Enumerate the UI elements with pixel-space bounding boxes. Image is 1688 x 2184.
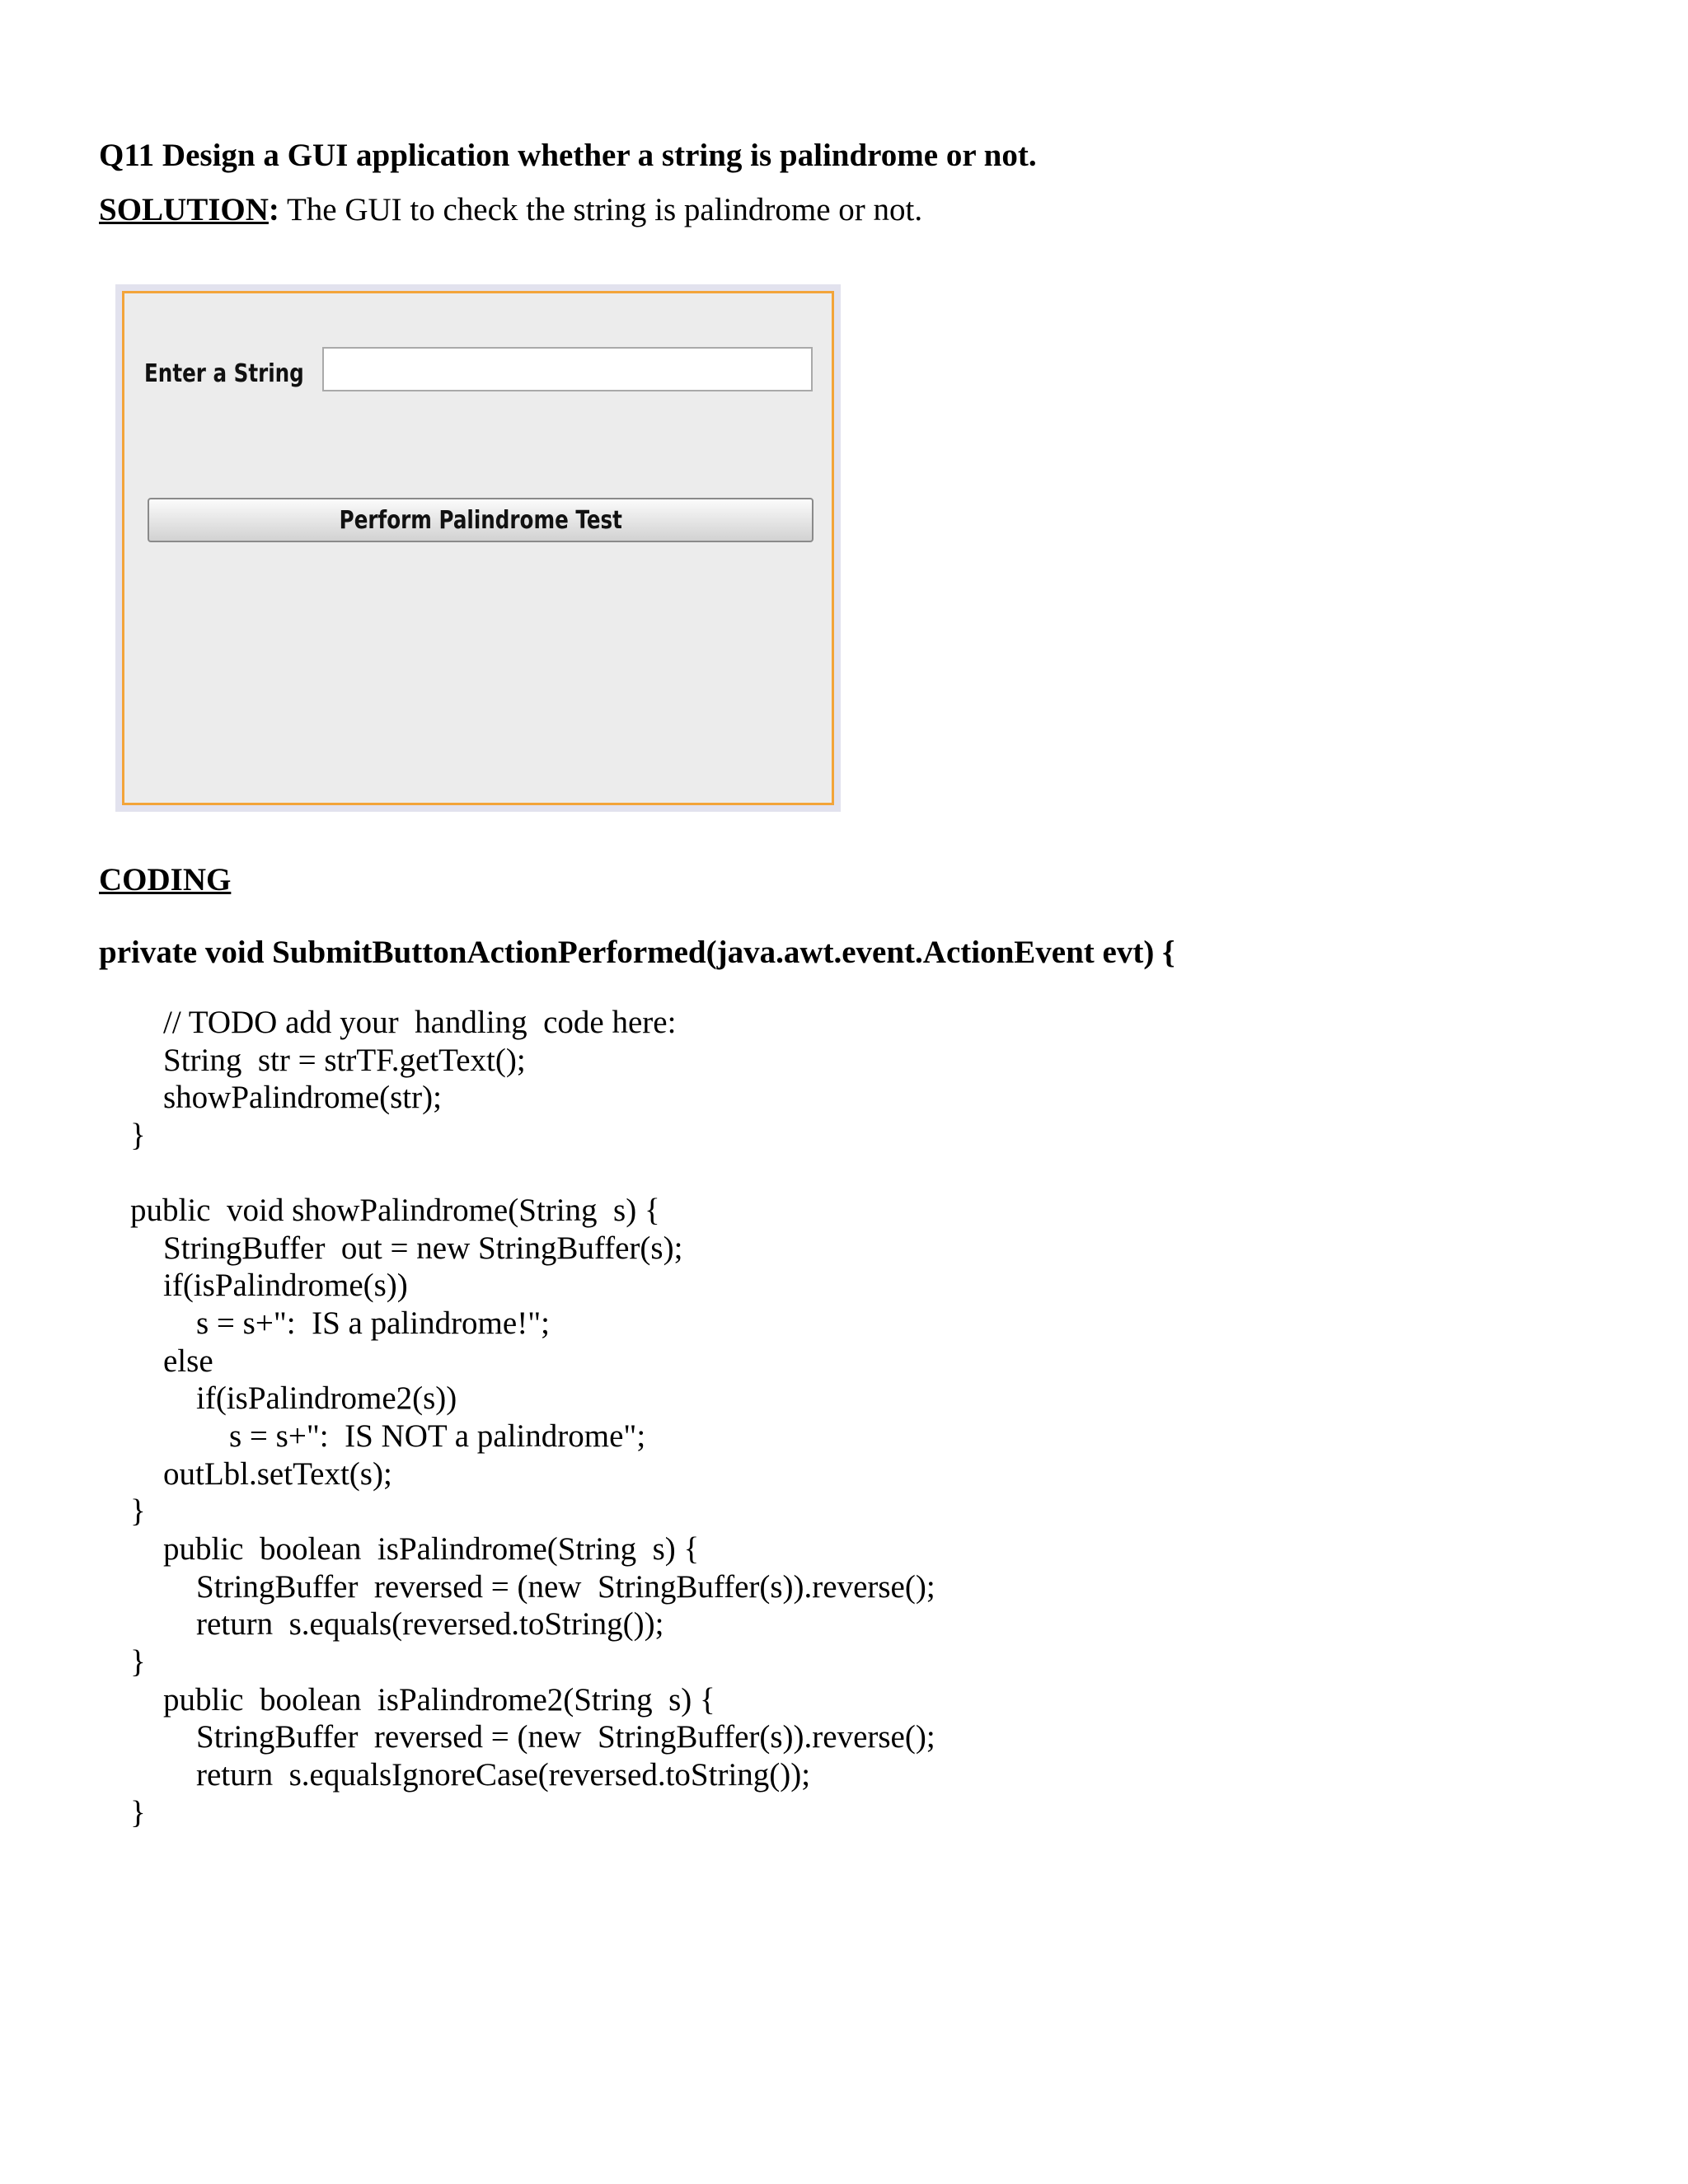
code-line: s = s+": IS a palindrome!"; bbox=[196, 1305, 550, 1341]
method-signature: private void SubmitButtonActionPerformed(java.awt.event.ActionEvent evt) { bbox=[99, 935, 1175, 970]
perform-palindrome-test-button[interactable] bbox=[148, 498, 814, 542]
solution-text: The GUI to check the string is palindrome or not. bbox=[279, 192, 923, 227]
string-input[interactable] bbox=[322, 347, 813, 391]
code-line: else bbox=[163, 1343, 213, 1379]
gui-screenshot bbox=[115, 284, 841, 812]
enter-string-label: Enter a String bbox=[144, 359, 304, 388]
code-line: } bbox=[130, 1644, 146, 1680]
code-line: } bbox=[130, 1118, 146, 1153]
code-line: } bbox=[130, 1493, 146, 1529]
code-line: if(isPalindrome2(s)) bbox=[196, 1380, 457, 1416]
code-line: } bbox=[130, 1795, 146, 1830]
code-line: public boolean isPalindrome2(String s) { bbox=[163, 1682, 715, 1718]
gui-panel bbox=[122, 291, 834, 805]
code-line: StringBuffer out = new StringBuffer(s); bbox=[163, 1230, 683, 1266]
code-line: StringBuffer reversed = (new StringBuffer(s)).reverse(); bbox=[196, 1719, 935, 1755]
code-line: // TODO add your handling code here: bbox=[163, 1005, 677, 1040]
coding-heading: CODING bbox=[99, 862, 232, 898]
code-line: public void showPalindrome(String s) { bbox=[130, 1193, 660, 1228]
solution-colon: : bbox=[268, 192, 279, 227]
code-line: return s.equals(reversed.toString()); bbox=[196, 1606, 664, 1642]
code-line: return s.equalsIgnoreCase(reversed.toString()); bbox=[196, 1757, 811, 1793]
perform-palindrome-test-button-label: Perform Palindrome Test bbox=[339, 505, 622, 535]
code-line: String str = strTF.getText(); bbox=[163, 1043, 526, 1078]
solution-label: SOLUTION bbox=[99, 192, 269, 227]
code-line: public boolean isPalindrome(String s) { bbox=[163, 1531, 700, 1567]
code-line: outLbl.setText(s); bbox=[163, 1456, 392, 1492]
solution-line bbox=[99, 191, 922, 228]
code-line: s = s+": IS NOT a palindrome"; bbox=[229, 1418, 646, 1454]
code-line: if(isPalindrome(s)) bbox=[163, 1268, 408, 1303]
code-line: showPalindrome(str); bbox=[163, 1080, 442, 1115]
code-line: StringBuffer reversed = (new StringBuffer(s)).reverse(); bbox=[196, 1569, 935, 1605]
question-title: Q11 Design a GUI application whether a string is palindrome or not. bbox=[99, 138, 1037, 173]
